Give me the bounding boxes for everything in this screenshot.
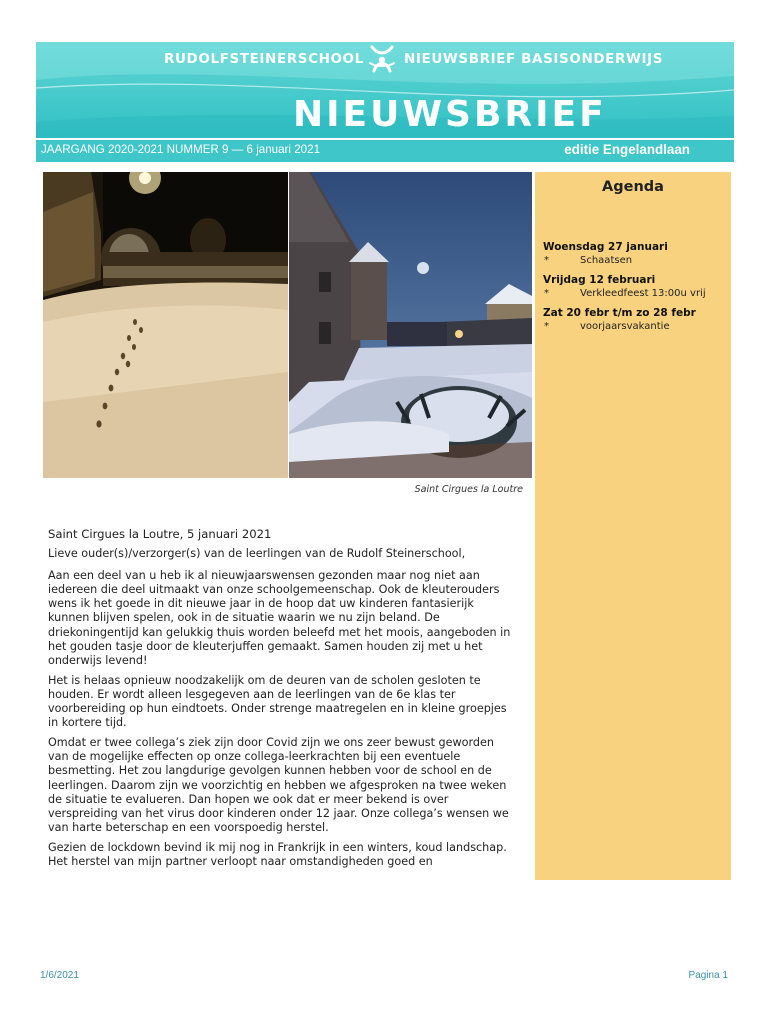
agenda-item <box>543 321 729 332</box>
photo-caption: Saint Cirgues la Loutre <box>414 484 523 495</box>
footer-date: 1/6/2021 <box>40 970 79 981</box>
agenda-item-text: voorjaarsvakantie <box>580 321 670 332</box>
letter-paragraph: Aan een deel van u heb ik al nieuwjaarswensen gezonden maar nog niet aan iedereen die deel uitmaakt van onze schoolgemeenschap. Ook de kleuterouders wens ik het goede in dit nieuwe jaar in de hoop dat uw kinderen fantasierijk kunnen blijven spelen, ook in de situatie waarin we nu zijn beland. De driekoningentijd kan gelukkig thuis worden beleefd met het moois, aangeboden in het gouden tasje door de kleuterjuffen gemaakt. Samen houden zij met u het onderwijs levend! <box>48 569 511 667</box>
letter-paragraph: Het is helaas opnieuw noodzakelijk om de deuren van de scholen gesloten te houden. Er wordt alleen lesgegeven aan de leerlingen van de 6e klas ter voorbereiding op hun eindtoets. Onder strenge maatregelen en in kleine groepjes in kortere tijd. <box>48 673 507 730</box>
issue-bar <box>36 140 734 162</box>
bullet: * <box>544 321 549 332</box>
letter-paragraph: Omdat er twee collega’s ziek zijn door Covid zijn we ons zeer bewust geworden van de mogelijke effecten op onze collega-leerkrachten bij een eventuele besmetting. Het zou langdurige gevolgen kunnen hebben voor de school en de leerlingen. Daarom zijn we voorzichtig en hebben we afgesproken na twee weken de situatie te evalueren. Dan hopen we ook dat er meer bekend is over verspreiding van het virus door kinderen onder 12 jaar. Onze collega’s wensen we van harte beterschap en een voorspoedig herstel. <box>48 736 509 834</box>
photo-snowy-night-path <box>43 172 288 478</box>
agenda-sidebar <box>535 172 731 880</box>
agenda-date: Vrijdag 12 februari <box>543 274 656 286</box>
edition-label: editie Engelandlaan <box>564 142 690 157</box>
bullet: * <box>544 255 549 266</box>
issue-info: JAARGANG 2020-2021 NUMMER 9 — 6 januari 2021 <box>41 143 321 156</box>
newsletter-title: NIEUWSBRIEF <box>293 94 607 135</box>
bullet: * <box>544 288 549 299</box>
agenda-item-text: Schaatsen <box>580 255 633 266</box>
agenda-date: Zat 20 febr t/m zo 28 febr <box>543 307 696 319</box>
school-logo-icon <box>365 43 399 77</box>
agenda-item-text: Verkleedfeest 13:00u vrij <box>580 288 706 299</box>
photo-snowy-village-dusk <box>289 172 532 478</box>
letter-paragraph: Gezien de lockdown bevind ik mij nog in Frankrijk in een winters, koud landschap. Het herstel van mijn partner verloopt naar omstandigheden goed en <box>48 840 507 868</box>
letter-greeting: Lieve ouder(s)/verzorger(s) van de leerlingen van de Rudolf Steinerschool, <box>48 547 466 561</box>
letter-place-date: Saint Cirgues la Loutre, 5 januari 2021 <box>48 527 272 541</box>
letter-body <box>48 527 518 875</box>
agenda-date: Woensdag 27 januari <box>543 241 668 253</box>
agenda-title: Agenda <box>602 179 664 195</box>
newsletter-banner <box>36 42 734 138</box>
school-name: RUDOLFSTEINERSCHOOL <box>164 51 364 67</box>
banner-subtitle: NIEUWSBRIEF BASISONDERWIJS <box>404 51 664 67</box>
agenda-item <box>543 288 729 299</box>
footer-page-number: Pagina 1 <box>688 970 728 981</box>
agenda-item <box>543 255 729 266</box>
agenda-list <box>543 241 729 340</box>
